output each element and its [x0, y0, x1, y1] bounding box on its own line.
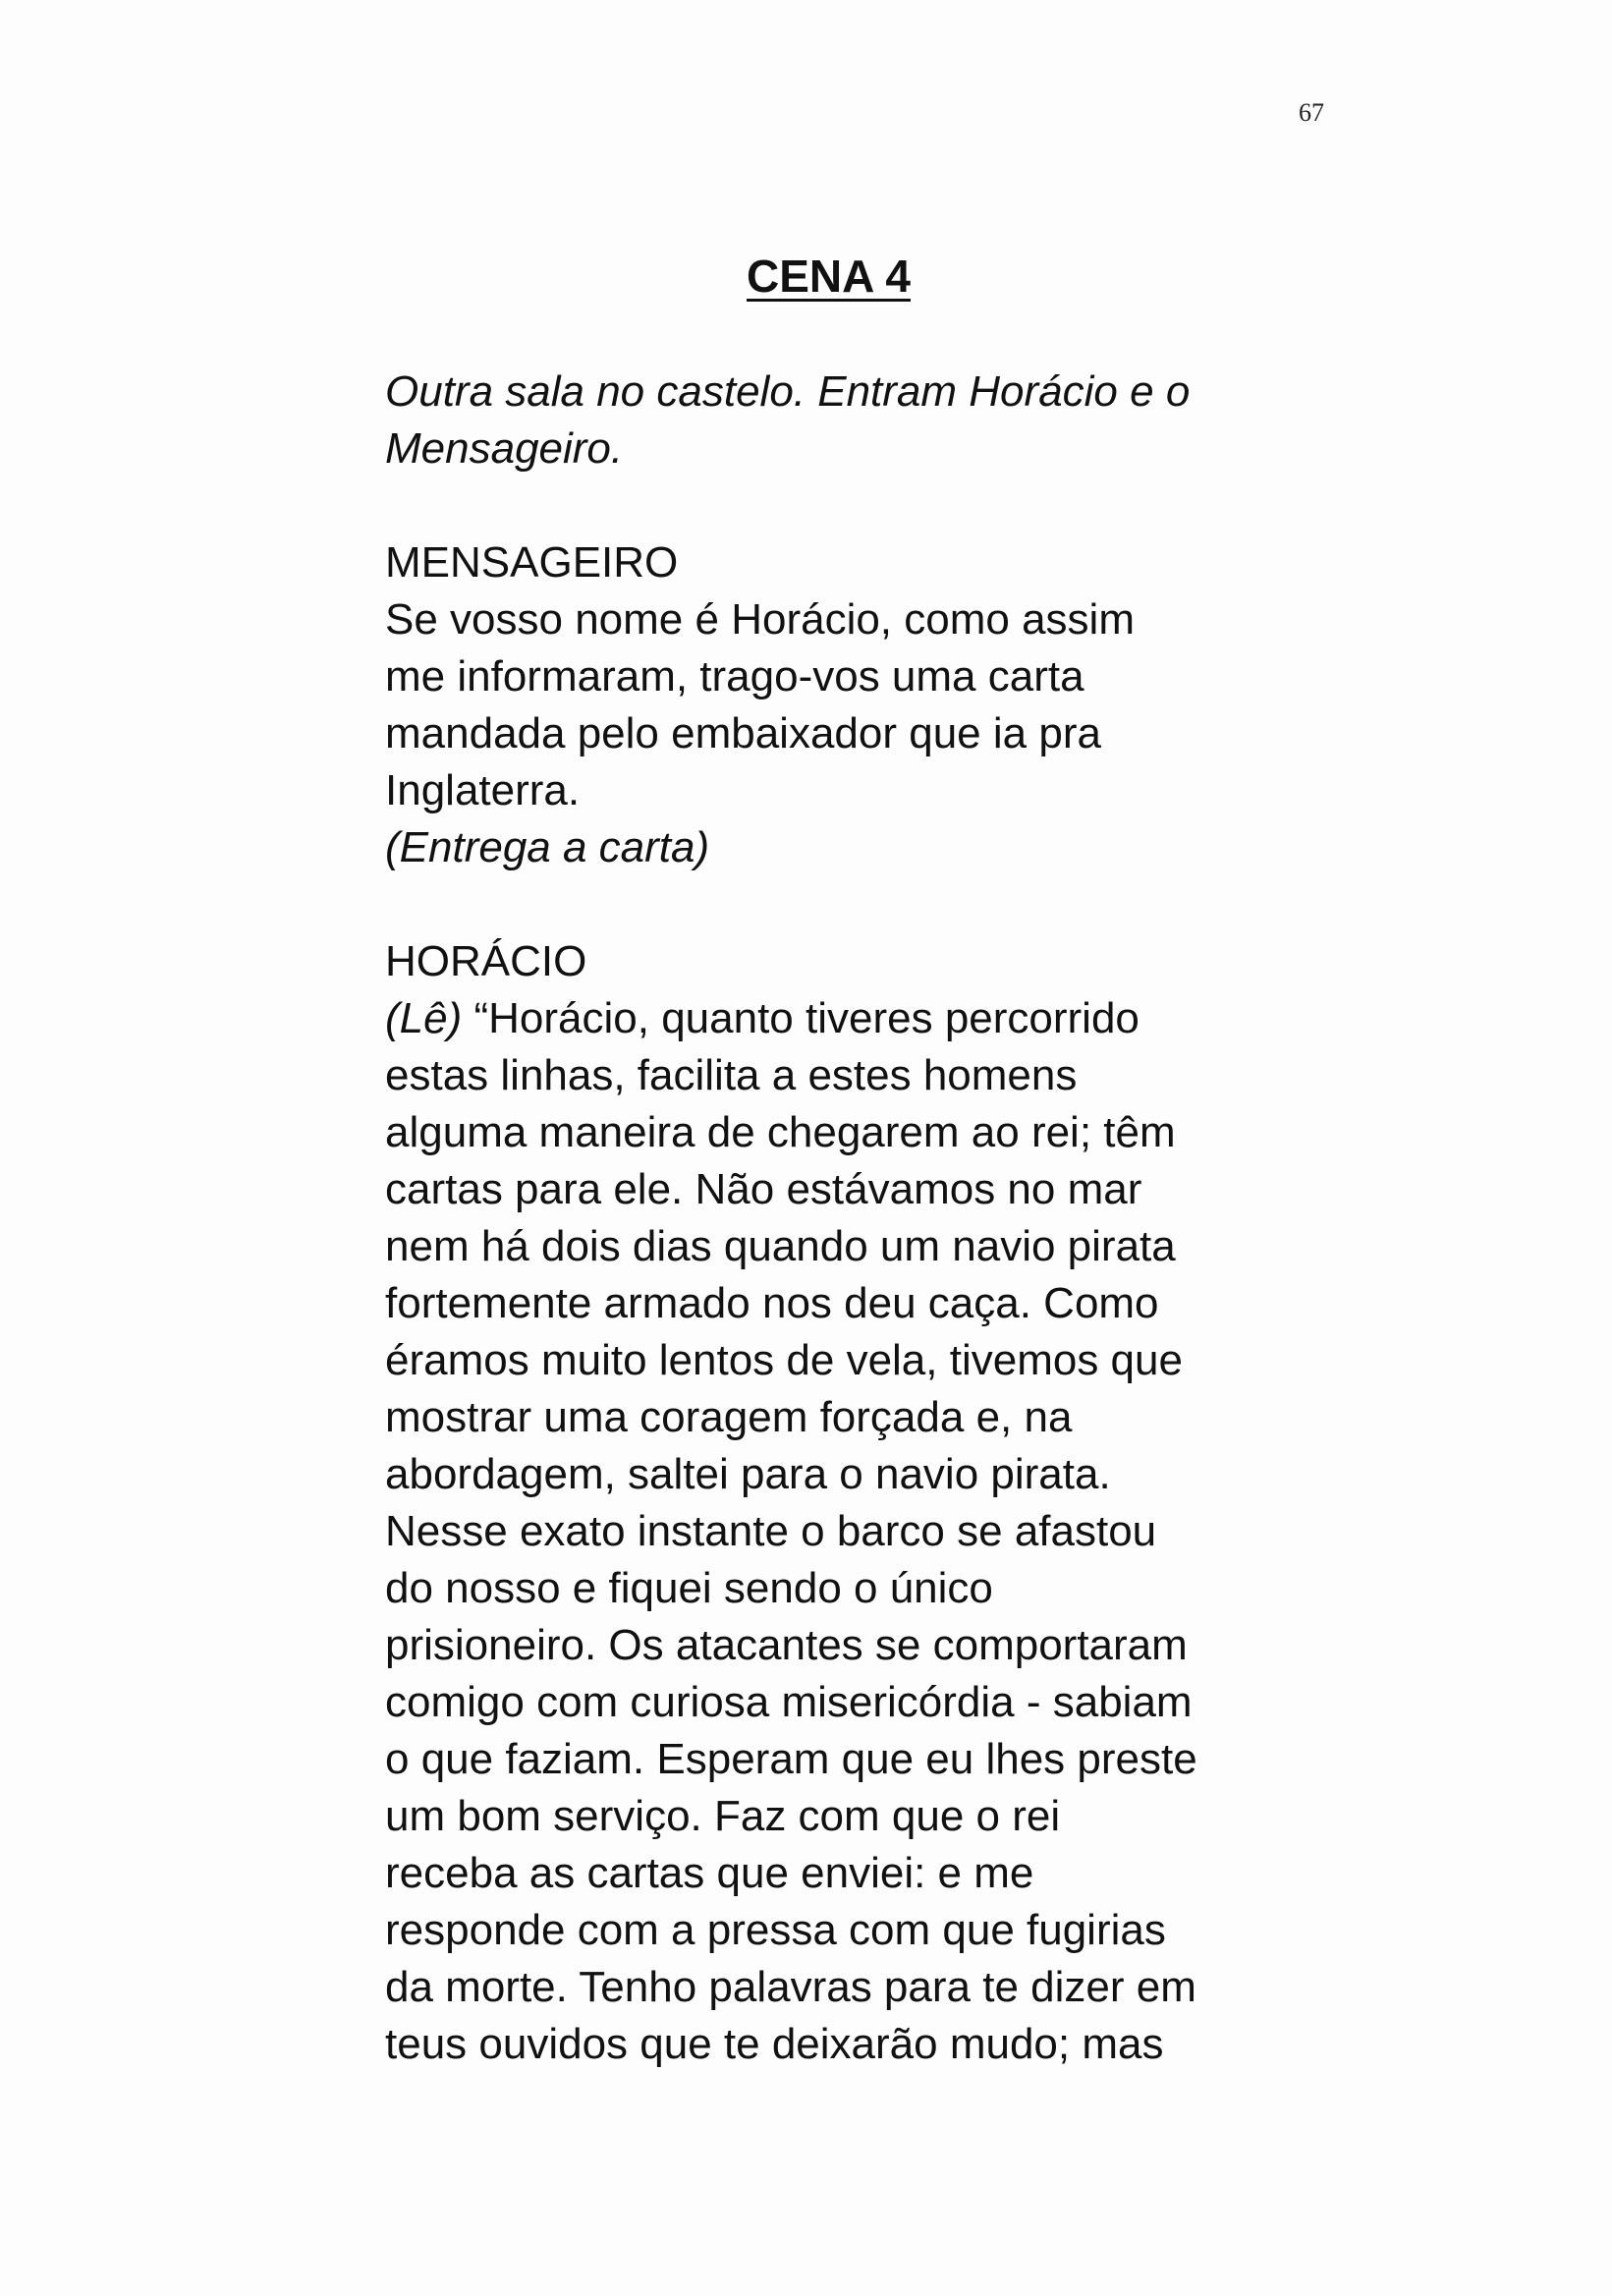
dialogue-line: Inglaterra. [385, 766, 581, 814]
inline-direction: (Lê) [385, 994, 463, 1042]
character-name: HORÁCIO [385, 937, 587, 985]
stage-direction-line: Outra sala no castelo. Entram Horácio e o [385, 367, 1191, 416]
dialogue-line [385, 990, 1328, 1047]
dialogue-line: um bom serviço. Faz com que o rei [385, 1792, 1061, 1840]
dialogue-line: estas linhas, facilita a estes homens [385, 1051, 1078, 1099]
dialogue-line: mostrar uma coragem forçada e, na [385, 1393, 1073, 1441]
dialogue-line: o que faziam. Esperam que eu lhes preste [385, 1735, 1197, 1783]
speech-mensageiro [385, 534, 1328, 876]
dialogue-line: nem há dois dias quando um navio pirata [385, 1222, 1176, 1270]
character-name: MENSAGEIRO [385, 538, 679, 587]
dialogue-line: fortemente armado nos deu caça. Como [385, 1279, 1159, 1327]
dialogue-line: mandada pelo embaixador que ia pra [385, 709, 1101, 757]
dialogue-line: Nesse exato instante o barco se afastou [385, 1507, 1157, 1555]
stage-direction-line: Mensageiro. [385, 424, 624, 473]
dialogue-line: prisioneiro. Os atacantes se comportaram [385, 1621, 1188, 1669]
spacer [385, 477, 1328, 534]
dialogue-line: receba as cartas que enviei: e me [385, 1849, 1034, 1897]
dialogue-line: Se vosso nome é Horácio, como assim [385, 595, 1135, 644]
dialogue-line: éramos muito lentos de vela, tivemos que [385, 1336, 1183, 1384]
dialogue-line: abordagem, saltei para o navio pirata. [385, 1450, 1111, 1498]
dialogue-line: responde com a pressa com que fugirias [385, 1906, 1166, 1954]
dialogue-line: alguma maneira de chegarem ao rei; têm [385, 1108, 1176, 1156]
speech-horacio [385, 933, 1328, 2073]
dialogue-line: me informaram, trago-vos uma carta [385, 652, 1084, 700]
dialogue-line: comigo com curiosa misericórdia - sabiam [385, 1678, 1193, 1726]
action-direction: (Entrega a carta) [385, 823, 710, 871]
dialogue-line: teus ouvidos que te deixarão mudo; mas [385, 2020, 1164, 2068]
dialogue-line: cartas para ele. Não estávamos no mar [385, 1165, 1142, 1213]
spacer [385, 876, 1328, 933]
dialogue-line: da morte. Tenho palavras para te dizer em [385, 1963, 1196, 2011]
script-body [385, 364, 1328, 2073]
dialogue-text: “Horácio, quanto tiveres percorrido [462, 994, 1140, 1042]
scene-heading: CENA 4 [747, 251, 911, 302]
page-number: 67 [1299, 98, 1324, 127]
dialogue-line: do nosso e fiquei sendo o único [385, 1564, 993, 1612]
stage-direction [385, 364, 1328, 477]
